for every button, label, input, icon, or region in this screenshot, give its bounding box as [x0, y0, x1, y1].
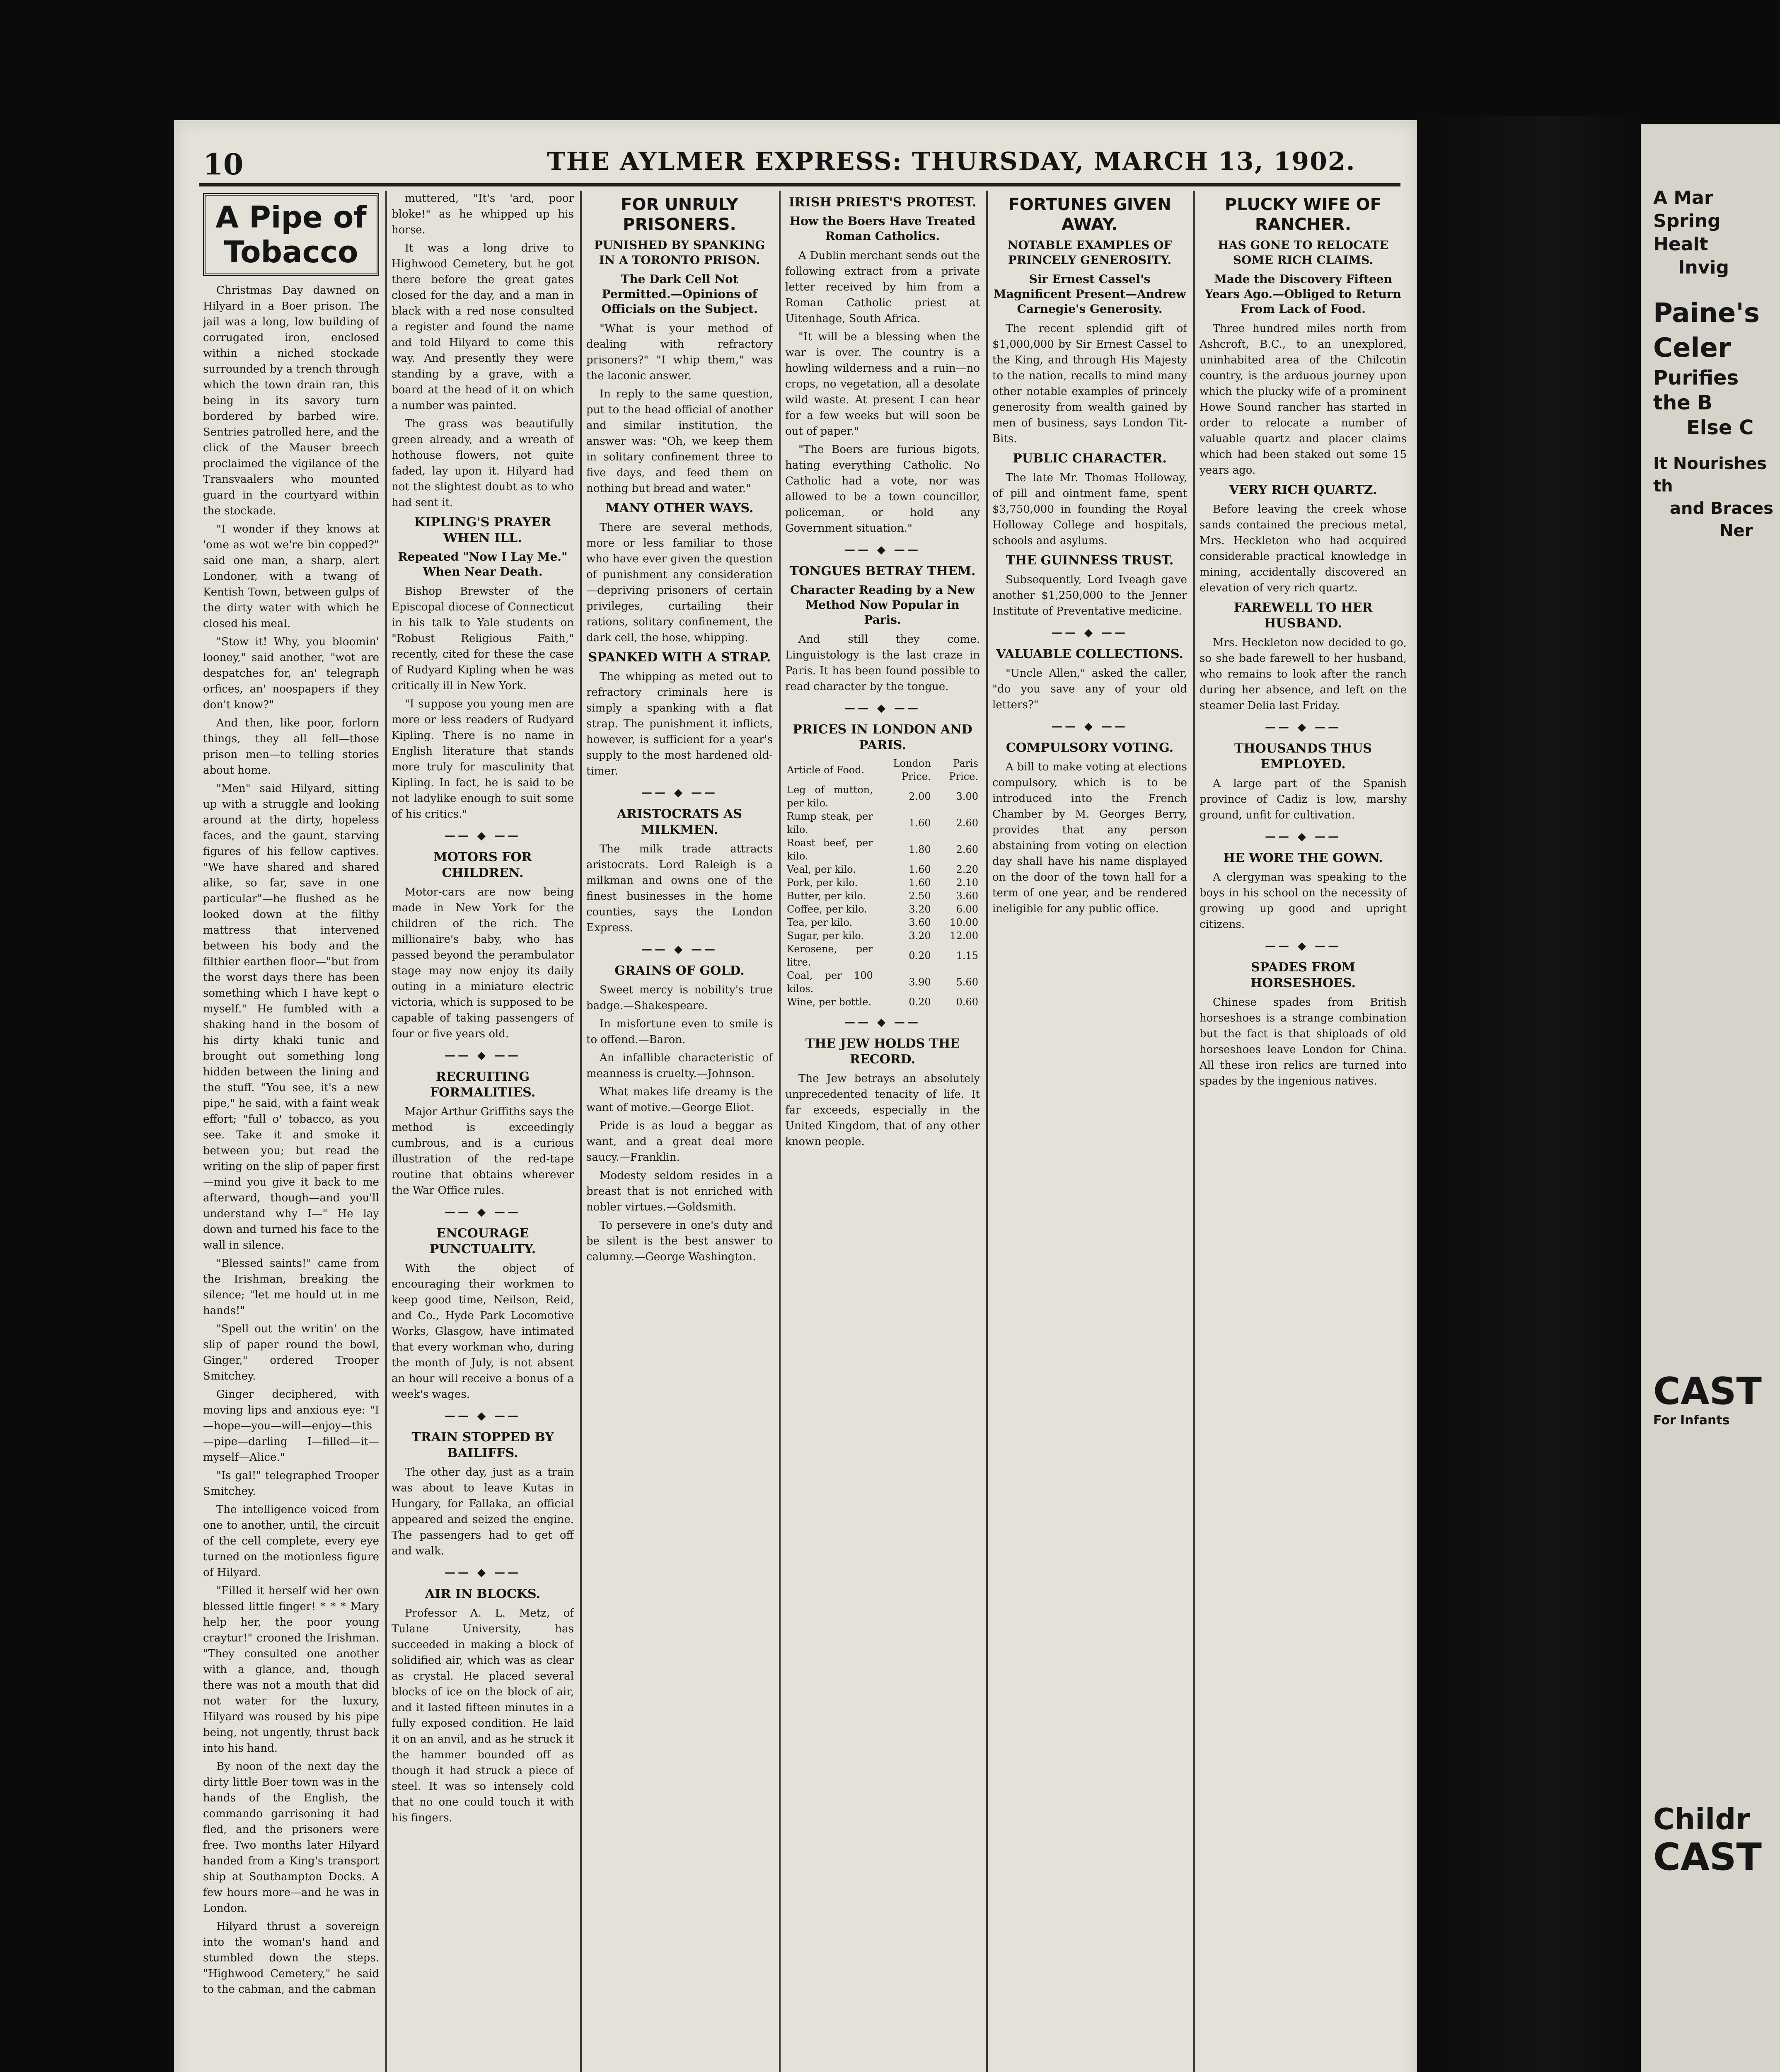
table-row — [785, 783, 980, 810]
column-rule — [779, 191, 781, 2072]
paragraph: "Blessed saints!" came from the Irishman, breaking the silence; "let me hould ut in me hands!" — [203, 1257, 379, 1317]
table-row — [785, 916, 980, 929]
divider: —— ◆ —— — [844, 1016, 921, 1029]
table-cell: 10.00 — [950, 917, 978, 928]
adjacent-line: Childr — [1653, 1802, 1750, 1836]
table-cell: 12.00 — [950, 930, 978, 942]
paragraph: Bishop Brewster of the Episcopal diocese of Connecticut in his talk to Yale students on "Robust Religious Faith," recently, cited for these the case of Rudyard Kipling when he was critically ill in New York. — [392, 585, 574, 692]
paragraph: In reply to the same question, put to the head official of another and similar institution, the answer was: "Oh, we keep them in solitary confinement three to five days, and feed them on nothing but bread and water." — [586, 388, 773, 495]
section-heading: TONGUES BETRAY THEM. — [789, 564, 976, 579]
divider: —— ◆ —— — [444, 1206, 521, 1218]
table-row — [785, 876, 980, 889]
adjacent-line: A Mar — [1653, 187, 1713, 208]
table-cell: 3.60 — [909, 917, 931, 928]
divider: —— ◆ —— — [1265, 721, 1342, 733]
table-row — [785, 969, 980, 995]
table-cell: Veal, per kilo. — [787, 864, 856, 875]
section-heading: SPADES FROM HORSESHOES. — [1250, 960, 1356, 990]
paragraph: "Men" said Hilyard, sitting up with a struggle and looking around at the dirty, hopeless faces, and the gaunt, starving figures of his fellow captives. "We have shared and shared alike, so far, save in one particular"—he flushed as he looked down at the filthy mattress that intervened between his body and the filthier earthen floor—"but from the worst days there has been something which I have kept o myself." He fumbled with a shaking hand in the bosom of his dirty khaki tunic and brought out something long hidden between the lining and the stuff. "You see, it's a new pipe," he said, with a faint weak effort; "full o' tobacco, as you see. Take it and smoke it between you; but read the writing on the slip of paper first—mind you give it back to me afterward, though—and you'll understand why I—" He lay down and turned his face to the wall in silence. — [203, 782, 379, 1251]
divider: —— ◆ —— — [1051, 720, 1128, 733]
section-heading: MANY OTHER WAYS. — [605, 501, 754, 516]
paragraph: Three hundred miles north from Ashcroft, B.C., to an unexplored, uninhabited area of the Chilcotin country, is the arduous journey upon which the plucky wife of a prominent Howe Sound rancher has started in order to relocate a number of valuable quartz and placer claims which had been staked out some 15 years ago. — [1200, 322, 1407, 477]
adjacent-line: Else C — [1686, 416, 1754, 439]
page-header — [174, 137, 1417, 186]
paragraph: Motor-cars are now being made in New York for the children of the rich. The millionaire's baby, who has passed beyond the perambulator stage may now enjoy its daily outing in a miniature electric victoria, which is supposed to be capable of taking passengers of four or five years old. — [392, 886, 574, 1040]
table-cell: Butter, per kilo. — [787, 890, 866, 902]
paragraph: Before leaving the creek whose sands contained the precious metal, Mrs. Heckleton who had acquired considerable practical knowledge in mining, accidentally discovered an elevation of very rich quartz. — [1200, 503, 1407, 594]
paragraph: "What is your method of dealing with refractory prisoners?" "I whip them," was the laconic answer. — [586, 322, 773, 382]
section-deck: The Dark Cell Not Permitted.—Opinions of Officials on the Subject. — [601, 272, 758, 316]
paragraph: An infallible characteristic of meanness is cruelty.—Johnson. — [586, 1052, 773, 1080]
table-cell: 2.60 — [956, 844, 978, 855]
page-gutter — [1417, 116, 1641, 2072]
table-cell: 0.20 — [909, 950, 931, 961]
adjacent-page-strip — [1641, 124, 1780, 2072]
paragraph: A large part of the Spanish province of Cadiz is low, marshy ground, unfit for cultivation. — [1200, 777, 1407, 821]
column-rule — [580, 191, 582, 2072]
table-header: Article of Food. — [787, 764, 865, 776]
table-cell: Coal, per 100 kilos. — [787, 970, 873, 995]
table-cell: 1.60 — [909, 877, 931, 888]
table-cell: 6.00 — [956, 903, 978, 915]
paragraph: A Dublin merchant sends out the following extract from a private letter received by him from a Roman Catholic priest at Uitenhage, South Africa. — [785, 249, 980, 325]
table-header-row — [785, 757, 980, 783]
paragraph: Subsequently, Lord Iveagh gave another $1,250,000 to the Jenner Institute of Preventative medicine. — [992, 574, 1187, 617]
adjacent-line: and Braces — [1670, 499, 1773, 518]
section-heading: THOUSANDS THUS EMPLOYED. — [1234, 741, 1372, 772]
divider: —— ◆ —— — [844, 702, 921, 714]
table-cell: 2.60 — [956, 817, 978, 829]
paragraph: The whipping as meted out to refractory criminals here is simply a spanking with a flat strap. The punishment it inflicts, however, is sufficient for a year's supply to the most hardened old-timer. — [586, 670, 773, 777]
table-header: Paris Price. — [949, 758, 978, 782]
section-heading: TRAIN STOPPED BY BAILIFFS. — [411, 1430, 554, 1460]
table-cell: 1.60 — [909, 817, 931, 829]
adjacent-line: CAST — [1653, 1835, 1762, 1879]
divider: —— ◆ —— — [444, 1410, 521, 1422]
section-heading: COMPULSORY VOTING. — [1006, 741, 1174, 755]
section-heading: VERY RICH QUARTZ. — [1229, 483, 1377, 497]
paragraph: "Stow it! Why, you bloomin' looney," said another, "wot are despatches for, an' telegraph orfices, an' noospapers if they don't know?" — [203, 636, 379, 711]
table-row — [785, 929, 980, 942]
paragraph: To persevere in one's duty and be silent is the best answer to calumny.—George Washington. — [586, 1219, 773, 1263]
divider: —— ◆ —— — [444, 1566, 521, 1579]
table-cell: Sugar, per kilo. — [787, 930, 864, 942]
divider: —— ◆ —— — [444, 830, 521, 842]
table-cell: 0.60 — [956, 996, 978, 1008]
column-2 — [392, 191, 574, 2072]
section-heading: ENCOURAGE PUNCTUALITY. — [429, 1226, 536, 1256]
section-heading: FAREWELL TO HER HUSBAND. — [1233, 600, 1373, 631]
table-cell: Roast beef, per kilo. — [787, 837, 873, 862]
paragraph: And then, like poor, forlorn things, they all fell—those prison men—to telling stories about home. — [203, 717, 379, 777]
section-heading: ARISTOCRATS AS MILKMEN. — [617, 807, 742, 837]
table-cell: 1.80 — [909, 844, 931, 855]
section-heading: SPANKED WITH A STRAP. — [588, 650, 771, 665]
divider: —— ◆ —— — [1265, 940, 1342, 952]
table-cell: Kerosene, per litre. — [787, 943, 873, 968]
column-rule — [986, 191, 988, 2072]
column-5 — [992, 191, 1187, 2072]
paragraph: "I wonder if they knows at 'ome as wot we're bin copped?" said one man, a sharp, alert Londoner, with a twang of Kentish Town, between gulps of the dirty water with which he closed his meal. — [203, 523, 379, 630]
paragraph: Christmas Day dawned on Hilyard in a Boer prison. The jail was a long, low building of corrugated iron, enclosed within a niched stockade surrounded by a trench through which the town drain ran, this being in its savory turn bordered by barbed wire. Sentries patrolled here, and the click of the Mauser breech proclaimed the vigilance of the Transvaalers who mounted guard in the courtyard within the stockade. — [203, 284, 379, 517]
section-heading: PRICES IN LONDON AND PARIS. — [793, 722, 972, 753]
paragraph: "I suppose you young men are more or less readers of Rudyard Kipling. There is no name in English literature that stands more truly for masculinity that Kipling. In fact, he is said to be not ladylike enough to suit some of his critics." — [392, 698, 574, 821]
paragraph: The late Mr. Thomas Holloway, of pill and ointment fame, spent $3,750,000 in founding the Royal Holloway College and hospitals, schools and asylums. — [992, 472, 1187, 547]
divider: —— ◆ —— — [444, 1049, 521, 1062]
story-title: A Pipe of Tobacco — [203, 193, 379, 276]
story-title: PLUCKY WIFE OF RANCHER. — [1224, 195, 1381, 234]
table-row — [785, 995, 980, 1009]
paragraph: "Is gal!" telegraphed Trooper Smitchey. — [203, 1469, 379, 1498]
price-table — [785, 757, 980, 1009]
table-cell: 2.20 — [956, 864, 978, 875]
section-heading: KIPLING'S PRAYER WHEN ILL. — [414, 515, 551, 545]
table-row — [785, 863, 980, 876]
section-deck: How the Boers Have Treated Roman Catholics. — [789, 214, 976, 243]
adjacent-line: Paine's Celer — [1653, 298, 1760, 363]
table-cell: 2.50 — [909, 890, 931, 902]
table-cell: 2.10 — [956, 877, 978, 888]
table-cell: 1.60 — [909, 864, 931, 875]
table-cell: Leg of mutton, per kilo. — [787, 784, 873, 809]
table-cell: 3.90 — [909, 976, 931, 988]
paragraph: Major Arthur Griffiths says the method is exceedingly cumbrous, and is a curious illustration of the red-tape routine that obtains wherever the War Office rules. — [392, 1106, 574, 1197]
paragraph: A bill to make voting at elections compulsory, which is to be introduced into the French Chamber by M. Georges Berry, provides that any person abstaining from voting on election day shall have his name displayed on the door of the town hall for a term of one year, and be rendered ineligible for any public office. — [992, 761, 1187, 915]
adjacent-line: Spring Healt — [1653, 211, 1721, 255]
table-cell: 2.00 — [909, 791, 931, 802]
paragraph: The Jew betrays an absolutely unprecedented tenacity of life. It far exceeds, especially in the United Kingdom, that of any other known people. — [785, 1072, 980, 1148]
table-cell: 3.20 — [909, 930, 931, 942]
section-heading: MOTORS FOR CHILDREN. — [433, 850, 532, 880]
table-cell: Tea, per kilo. — [787, 917, 853, 928]
paragraph: And still they come. Linguistology is the last craze in Paris. It has been found possible to read character by the tongue. — [785, 633, 980, 693]
section-deck: Repeated "Now I Lay Me." When Near Death. — [398, 550, 568, 579]
paragraph: In misfortune even to smile is to offend.—Baron. — [586, 1018, 773, 1046]
paragraph: The recent splendid gift of $1,000,000 by Sir Ernest Cassel to the King, and through His Majesty to the nation, recalls to mind many other notable examples of princely generosity from wealth gained by men of business, says London Tit-Bits. — [992, 322, 1187, 445]
divider: —— ◆ —— — [1051, 627, 1128, 639]
table-cell: Coffee, per kilo. — [787, 903, 867, 915]
paragraph: A clergyman was speaking to the boys in his school on the necessity of growing up good and upright citizens. — [1200, 871, 1407, 931]
adjacent-line: For Infants — [1653, 1413, 1730, 1428]
section-heading: VALUABLE COLLECTIONS. — [996, 647, 1183, 661]
story-title: FORTUNES GIVEN AWAY. — [1008, 195, 1171, 234]
table-cell: 3.60 — [956, 890, 978, 902]
section-deck: PUNISHED BY SPANKING IN A TORONTO PRISON. — [594, 238, 765, 267]
table-cell: Wine, per bottle. — [787, 996, 872, 1008]
table-row — [785, 836, 980, 863]
paragraph: muttered, "It's 'ard, poor bloke!" as he whipped up his horse. — [392, 192, 574, 236]
paragraph: Sweet mercy is nobility's true badge.—Shakespeare. — [586, 984, 773, 1012]
section-deck: Character Reading by a New Method Now Popular in Paris. — [790, 583, 975, 627]
adjacent-line: CAST — [1653, 1370, 1762, 1413]
section-heading: PUBLIC CHARACTER. — [1013, 451, 1167, 466]
paragraph: The milk trade attracts aristocrats. Lord Raleigh is a milkman and owns one of the finest businesses in the home counties, says the London Express. — [586, 843, 773, 934]
table-row — [785, 810, 980, 836]
story-title: FOR UNRULY PRISONERS. — [621, 195, 738, 234]
table-cell: 5.60 — [956, 976, 978, 988]
masthead: THE AYLMER EXPRESS: THURSDAY, MARCH 13, 1902. — [547, 147, 1356, 176]
column-1 — [203, 191, 379, 2072]
paragraph: "Spell out the writin' on the slip of paper round the bowl, Ginger," ordered Trooper Smitchey. — [203, 1323, 379, 1382]
column-rule — [385, 191, 387, 2072]
table-cell: 3.00 — [956, 791, 978, 802]
section-heading: THE GUINNESS TRUST. — [1006, 553, 1174, 568]
table-cell: 3.20 — [909, 903, 931, 915]
paragraph: Hilyard thrust a sovereign into the woman's hand and stumbled down the steps. "Highwood Cemetery," he said to the cabman, and the cabman — [203, 1920, 379, 1996]
table-cell: 1.15 — [956, 950, 978, 961]
paragraph: Professor A. L. Metz, of Tulane University, has succeeded in making a block of solidified air, which was as clear as crystal. He placed several blocks of ice on the block of air, and it lasted fifteen minutes in a fully exposed condition. He laid it on an anvil, and as he struck it the hammer bounded off as though it had struck a piece of steel. It was so intensely cold that no one could touch it with his fingers. — [392, 1607, 574, 1824]
paragraph: It was a long drive to Highwood Cemetery, but he got there before the great gates closed for the day, and a man in black with a red nose consulted a register and found the name and told Hilyard to come this way. And presently they were standing by a grave, with a board at the head of it on which a number was painted. — [392, 242, 574, 412]
adjacent-line: Invig — [1678, 257, 1729, 278]
section-heading: THE JEW HOLDS THE RECORD. — [805, 1036, 960, 1067]
divider: —— ◆ —— — [844, 544, 921, 556]
column-6 — [1200, 191, 1407, 2072]
divider: —— ◆ —— — [1265, 830, 1342, 843]
table-row — [785, 889, 980, 903]
table-row — [785, 942, 980, 969]
paragraph: There are several methods, more or less familiar to those who have ever given the question of punishment any consideration—depriving prisoners of certain privileges, curtailing their rations, solitary confinement, the dark cell, the hose, whipping. — [586, 521, 773, 644]
adjacent-line: Purifies the B — [1653, 366, 1739, 414]
paragraph: Pride is as loud a beggar as want, and a great deal more saucy.—Franklin. — [586, 1120, 773, 1164]
paragraph: Modesty seldom resides in a breast that is not enriched with nobler virtues.—Goldsmith. — [586, 1169, 773, 1213]
paragraph: The grass was beautifully green already, and a wreath of hothouse flowers, not quite faded, lay upon it. Hilyard had not the slightest doubt as to who had sent it. — [392, 418, 574, 509]
table-row — [785, 903, 980, 916]
paragraph: What makes life dreamy is the want of motive.—George Eliot. — [586, 1086, 773, 1114]
paragraph: Chinese spades from British horseshoes is a strange combination but the fact is that shiploads of old horseshoes leave London for China. All these iron relics are turned into spades by the ingenious natives. — [1200, 996, 1407, 1087]
header-rule — [199, 183, 1400, 186]
section-heading: GRAINS OF GOLD. — [614, 963, 745, 978]
section-heading: RECRUITING FORMALITIES. — [430, 1070, 536, 1100]
paragraph: By noon of the next day the dirty little Boer town was in the hands of the English, the commando garrisoning it had fled, and the prisoners were free. Two months later Hilyard handed from a King's transport ship at Southampton Docks. A few hours more—and he was in London. — [203, 1760, 379, 1915]
paragraph: The intelligence voiced from one to another, until, the circuit of the cell complete, every eye turned on the motionless figure of Hilyard. — [203, 1503, 379, 1579]
paragraph: "Filled it herself wid her own blessed little finger! * * * Mary help her, the poor young craytur!" crooned the Irishman. "They consulted one another with a glance, and, though there was not a mouth that did not water for the luxury, Hilyard was roused by his pipe being, not ungently, thrust back into his hand. — [203, 1585, 379, 1755]
table-header: London Price. — [893, 758, 931, 782]
adjacent-line: It Nourishes th — [1653, 454, 1767, 496]
paragraph: Ginger deciphered, with moving lips and anxious eye: "I—hope—you—will—enjoy—this—pipe—darling I—filled—it—myself—Alice." — [203, 1388, 379, 1464]
column-3 — [586, 191, 773, 2072]
section-heading: HE WORE THE GOWN. — [1223, 851, 1383, 865]
paragraph: "Uncle Allen," asked the caller, "do you save any of your old letters?" — [992, 667, 1187, 711]
section-deck: Sir Ernest Cassel's Magnificent Present—Andrew Carnegie's Generosity. — [993, 272, 1186, 316]
section-heading: IRISH PRIEST'S PROTEST. — [788, 195, 977, 210]
page-number: 10 — [203, 147, 244, 182]
table-cell: Pork, per kilo. — [787, 877, 858, 888]
section-deck: NOTABLE EXAMPLES OF PRINCELY GENEROSITY. — [1007, 238, 1172, 267]
table-cell: 0.20 — [909, 996, 931, 1008]
adjacent-line: Ner — [1720, 521, 1753, 540]
divider: —— ◆ —— — [641, 787, 718, 799]
paragraph: "The Boers are furious bigots, hating everything Catholic. No Catholic had a vote, nor was allowed to be a town councillor, policeman, or hold any Government situation." — [785, 443, 980, 535]
paragraph: Mrs. Heckleton now decided to go, so she bade farewell to her husband, who remains to look after the ranch during her absence, and left on the steamer Delia last Friday. — [1200, 637, 1407, 712]
table-cell: Rump steak, per kilo. — [787, 811, 873, 835]
column-rule — [1193, 191, 1195, 2072]
paragraph: "It will be a blessing when the war is over. The country is a howling wilderness and a ruin—no crops, no vegetation, all a desolate wild waste. At present I can hear for a few weeks but will soon be out of paper." — [785, 331, 980, 438]
paragraph: With the object of encouraging their workmen to keep good time, Neilson, Reid, and Co., Hyde Park Locomotive Works, Glasgow, have intimated that every workman who, during the month of July, is not absent an hour will receive a bonus of a week's wages. — [392, 1262, 574, 1401]
paragraph: The other day, just as a train was about to leave Kutas in Hungary, for Fallaka, an official appeared and seized the engine. The passengers had to get off and walk. — [392, 1466, 574, 1557]
section-heading: AIR IN BLOCKS. — [425, 1587, 541, 1601]
column-4 — [785, 191, 980, 2072]
section-deck: HAS GONE TO RELOCATE SOME RICH CLAIMS. — [1218, 238, 1388, 267]
divider: —— ◆ —— — [641, 943, 718, 956]
section-deck: Made the Discovery Fifteen Years Ago.—Obliged to Return From Lack of Food. — [1205, 272, 1401, 316]
